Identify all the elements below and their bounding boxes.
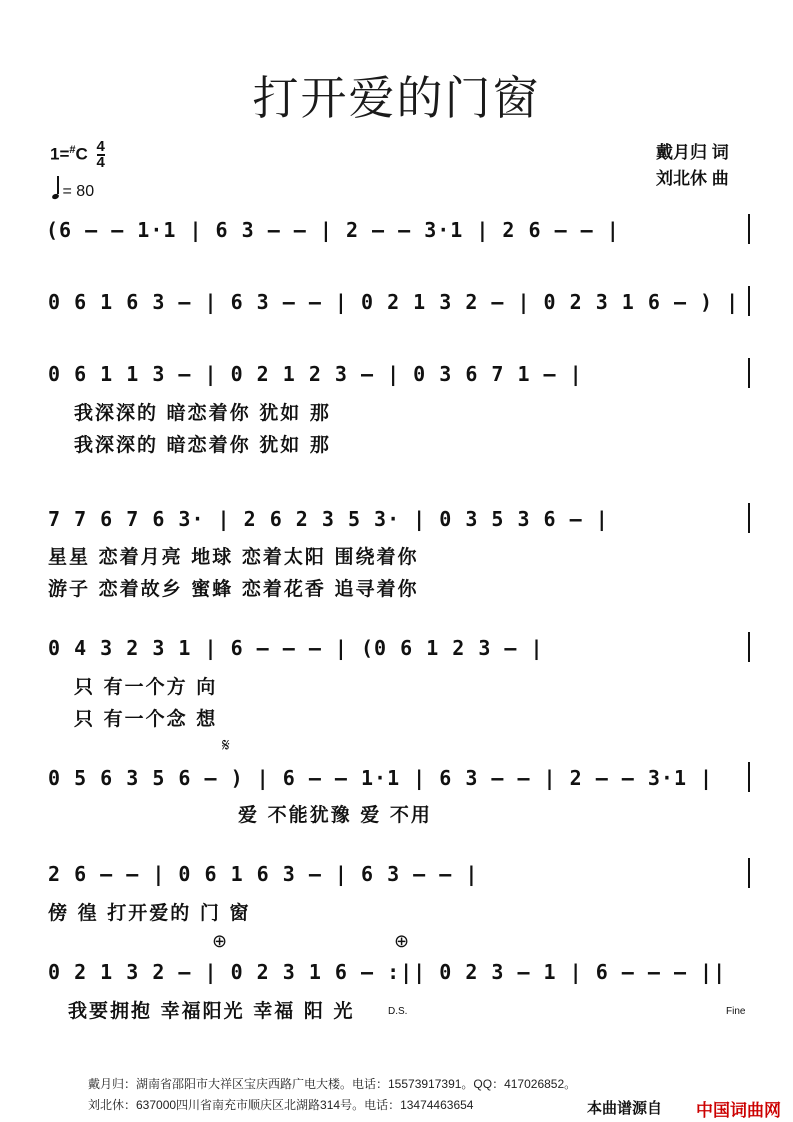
- notation-row-4: 7 7 6 7 6 3· | 2 6 2 3 5 3· | 0 3 5 3 6 – |: [48, 507, 609, 531]
- lyric-row-3-verse-2: 我深深的 暗恋着你 犹如 那: [74, 434, 331, 456]
- quarter-note-icon: [51, 193, 59, 200]
- meter-top: 4: [96, 138, 105, 155]
- lyric-row-5-verse-2: 只 有一个念 想: [74, 708, 218, 730]
- meter-bottom: 4: [96, 154, 105, 171]
- lyric-row-8: 我要拥抱 幸福阳光 幸福 阳 光: [68, 1000, 355, 1022]
- lyricist-credit: 戴月归 词: [656, 143, 729, 162]
- fine-mark: Fine: [726, 1006, 746, 1017]
- key-sharp: #: [69, 143, 76, 156]
- segno-icon: 𝄋: [222, 735, 230, 756]
- coda-icon: ⊕: [212, 931, 228, 952]
- key-note: C: [75, 144, 88, 164]
- lyric-row-5-verse-1: 只 有一个方 向: [74, 676, 218, 698]
- notation-row-7: 2 6 – – | 0 6 1 6 3 – | 6 3 – – |: [48, 862, 479, 886]
- notation-row-2: 0 6 1 6 3 – | 6 3 – – | 0 2 1 3 2 – | 0 2 3 1 6 – ) |: [48, 290, 740, 314]
- notation-row-8: 0 2 1 3 2 – | 0 2 3 1 6 – :|| 0 2 3 – 1 | 6 – – – ||: [48, 960, 727, 984]
- lyric-row-6: 爱 不能犹豫 爱 不用: [238, 804, 432, 826]
- notation-row-3: 0 6 1 1 3 – | 0 2 1 2 3 – | 0 3 6 7 1 – |: [48, 362, 583, 386]
- dal-segno-mark: D.S.: [388, 1006, 408, 1017]
- key-signature: [50, 140, 105, 170]
- tempo-value: = 80: [62, 183, 95, 200]
- notation-row-6: 0 5 6 3 5 6 – ) | 6 – – 1·1 | 6 3 – – | 2 – – 3·1 |: [48, 766, 714, 790]
- footer-lyricist-contact: 戴月归：湖南省邵阳市大祥区宝庆西路广电大楼。电话：15573917391。QQ：417026852。: [88, 1077, 577, 1091]
- source-label: 本曲谱源自: [587, 1099, 663, 1117]
- page-title: 打开爱的门窗: [252, 71, 541, 125]
- coda-icon-2: ⊕: [394, 931, 410, 952]
- key-prefix: 1=: [50, 144, 70, 164]
- lyric-row-3-verse-1: 我深深的 暗恋着你 犹如 那: [74, 402, 331, 424]
- lyric-row-4-verse-2: 游子 恋着故乡 蜜蜂 恋着花香 追寻着你: [48, 578, 419, 600]
- footer-composer-contact: 刘北休：637000四川省南充市顺庆区北湖路314号。电话：13474463654: [88, 1098, 474, 1112]
- tempo-marking: [52, 178, 94, 201]
- notation-row-1: (6 – – 1·1 | 6 3 – – | 2 – – 3·1 | 2 6 – – |: [46, 218, 620, 242]
- time-signature: [97, 140, 105, 170]
- composer-credit: 刘北休 曲: [656, 169, 729, 188]
- lyric-row-4-verse-1: 星星 恋着月亮 地球 恋着太阳 围绕着你: [48, 546, 419, 568]
- site-watermark: 中国词曲网: [696, 1101, 781, 1121]
- lyric-row-7: 傍 徨 打开爱的 门 窗: [48, 902, 251, 924]
- notation-row-5: 0 4 3 2 3 1 | 6 – – – | (0 6 1 2 3 – |: [48, 636, 544, 660]
